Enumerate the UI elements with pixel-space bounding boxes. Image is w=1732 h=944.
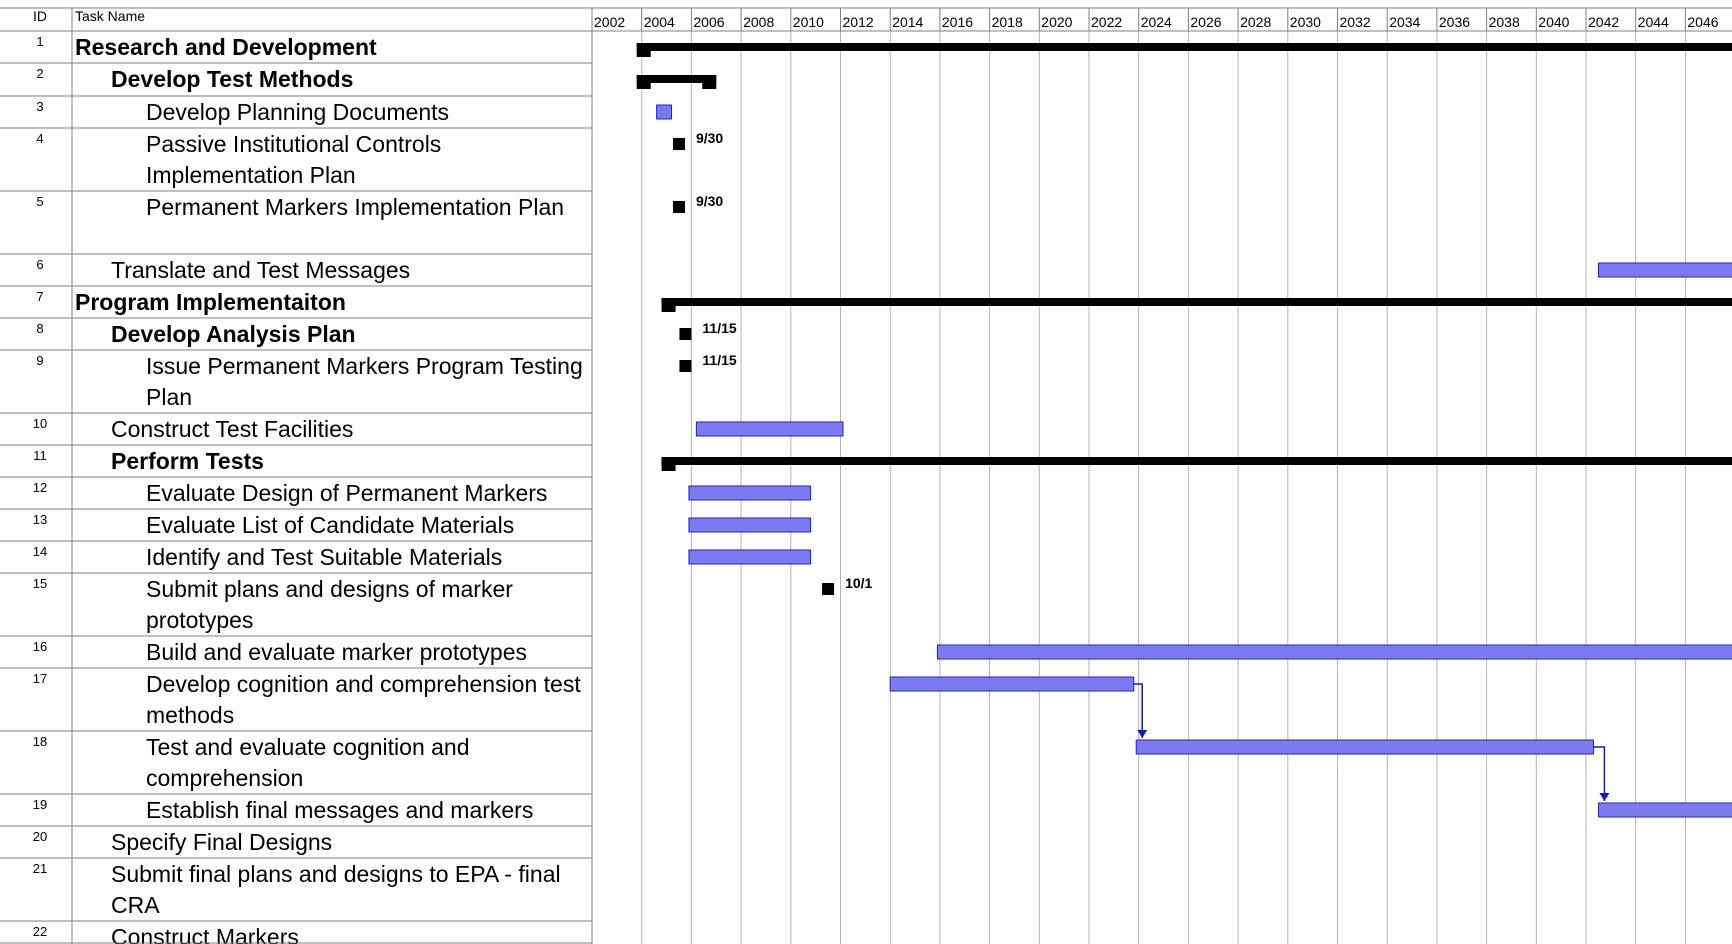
task-id: 19 bbox=[32, 797, 48, 812]
task-bar[interactable] bbox=[1598, 803, 1732, 817]
summary-bar-start-cap bbox=[662, 457, 676, 471]
task-id: 9 bbox=[36, 353, 44, 368]
task-id: 18 bbox=[32, 734, 48, 749]
milestone-marker[interactable] bbox=[679, 328, 691, 340]
year-label: 2038 bbox=[1488, 14, 1520, 30]
task-id: 5 bbox=[36, 194, 44, 209]
milestone-marker[interactable] bbox=[679, 360, 691, 372]
task-bar[interactable] bbox=[1598, 263, 1732, 277]
task-name[interactable]: Construct Markers bbox=[111, 924, 299, 944]
year-label: 2016 bbox=[941, 14, 974, 30]
milestone-marker[interactable] bbox=[822, 583, 834, 595]
task-id: 3 bbox=[36, 99, 44, 114]
task-bar[interactable] bbox=[689, 518, 811, 532]
task-id: 6 bbox=[36, 257, 44, 272]
task-name[interactable]: Permanent Markers Implementation Plan bbox=[146, 194, 565, 220]
year-label: 2020 bbox=[1041, 14, 1073, 30]
task-name[interactable]: Evaluate Design of Permanent Markers bbox=[146, 480, 548, 506]
task-name[interactable]: Research and Development bbox=[75, 34, 377, 60]
task-id: 7 bbox=[36, 289, 44, 304]
task-name[interactable]: Submit plans and designs of marker prototypes bbox=[146, 576, 513, 633]
milestone-marker[interactable] bbox=[673, 138, 685, 150]
task-name[interactable]: Develop Analysis Plan bbox=[111, 321, 356, 347]
year-label: 2004 bbox=[643, 14, 675, 30]
task-id: 10 bbox=[32, 416, 48, 431]
task-bar[interactable] bbox=[696, 422, 843, 436]
task-name[interactable]: Translate and Test Messages bbox=[111, 257, 411, 283]
task-id: 2 bbox=[36, 66, 44, 81]
year-label: 2002 bbox=[594, 14, 626, 30]
year-label: 2030 bbox=[1289, 14, 1321, 30]
year-label: 2032 bbox=[1339, 14, 1371, 30]
task-id: 12 bbox=[32, 480, 48, 495]
year-label: 2034 bbox=[1389, 14, 1421, 30]
year-label: 2014 bbox=[892, 14, 924, 30]
milestone-marker[interactable] bbox=[673, 201, 685, 213]
task-id: 22 bbox=[32, 924, 48, 939]
summary-bar-start-cap bbox=[637, 43, 651, 57]
task-name[interactable]: Specify Final Designs bbox=[111, 829, 333, 855]
task-name[interactable]: Establish final messages and markers bbox=[146, 797, 534, 823]
task-bar[interactable] bbox=[689, 486, 811, 500]
summary-bar[interactable] bbox=[662, 457, 1732, 465]
summary-bar-start-cap bbox=[662, 298, 676, 312]
year-label: 2046 bbox=[1687, 14, 1719, 30]
summary-bar[interactable] bbox=[637, 43, 1732, 51]
milestone-date-label: 10/1 bbox=[845, 575, 873, 591]
task-id: 11 bbox=[33, 448, 47, 463]
task-id: 4 bbox=[36, 131, 44, 146]
id-column-header[interactable]: ID bbox=[33, 8, 47, 24]
task-bar[interactable] bbox=[689, 550, 811, 564]
task-bar[interactable] bbox=[1136, 740, 1593, 754]
task-id: 8 bbox=[36, 321, 44, 336]
task-name-column-header[interactable]: Task Name bbox=[75, 8, 146, 24]
summary-bar[interactable] bbox=[662, 298, 1732, 306]
summary-bar-start-cap bbox=[637, 75, 651, 89]
task-name[interactable]: Test and evaluate cognition and comprehension bbox=[146, 734, 470, 791]
task-bar[interactable] bbox=[890, 677, 1134, 691]
task-id: 17 bbox=[32, 671, 48, 686]
year-label: 2024 bbox=[1140, 14, 1172, 30]
task-name[interactable]: Build and evaluate marker prototypes bbox=[146, 639, 527, 665]
task-name[interactable]: Program Implementaiton bbox=[75, 289, 346, 315]
year-label: 2008 bbox=[743, 14, 775, 30]
year-label: 2010 bbox=[792, 14, 824, 30]
year-label: 2036 bbox=[1438, 14, 1471, 30]
task-name[interactable]: Identify and Test Suitable Materials bbox=[146, 544, 503, 570]
task-name[interactable]: Issue Permanent Markers Program Testing Plan bbox=[146, 353, 583, 410]
task-name[interactable]: Construct Test Facilities bbox=[111, 416, 354, 442]
year-label: 2018 bbox=[991, 14, 1023, 30]
task-name[interactable]: Develop cognition and comprehension test methods bbox=[146, 671, 581, 728]
task-name[interactable]: Perform Tests bbox=[111, 448, 264, 474]
summary-bar-end-cap bbox=[702, 75, 716, 89]
year-label: 2012 bbox=[842, 14, 874, 30]
year-label: 2022 bbox=[1091, 14, 1123, 30]
task-id: 14 bbox=[32, 544, 48, 559]
task-id: 16 bbox=[32, 639, 48, 654]
task-name[interactable]: Passive Institutional Controls Implementation Plan bbox=[146, 131, 442, 188]
milestone-date-label: 9/30 bbox=[695, 130, 724, 146]
task-name[interactable]: Develop Planning Documents bbox=[146, 99, 450, 125]
task-bar[interactable] bbox=[657, 105, 672, 119]
task-id: 1 bbox=[36, 34, 44, 49]
year-label: 2042 bbox=[1588, 14, 1620, 30]
task-name[interactable]: Develop Test Methods bbox=[111, 66, 354, 92]
task-id: 15 bbox=[32, 576, 48, 591]
task-id: 13 bbox=[32, 512, 48, 527]
milestone-date-label: 11/15 bbox=[702, 352, 737, 368]
task-bar[interactable] bbox=[937, 645, 1732, 659]
task-name[interactable]: Evaluate List of Candidate Materials bbox=[146, 512, 515, 538]
year-label: 2028 bbox=[1240, 14, 1272, 30]
task-id: 21 bbox=[32, 861, 48, 876]
year-label: 2026 bbox=[1190, 14, 1222, 30]
year-label: 2006 bbox=[693, 14, 725, 30]
milestone-date-label: 9/30 bbox=[695, 193, 724, 209]
task-name[interactable]: Submit final plans and designs to EPA - final CRA bbox=[111, 861, 561, 918]
milestone-date-label: 11/15 bbox=[702, 320, 737, 336]
year-label: 2044 bbox=[1637, 14, 1669, 30]
task-id: 20 bbox=[32, 829, 48, 844]
year-label: 2040 bbox=[1538, 14, 1570, 30]
